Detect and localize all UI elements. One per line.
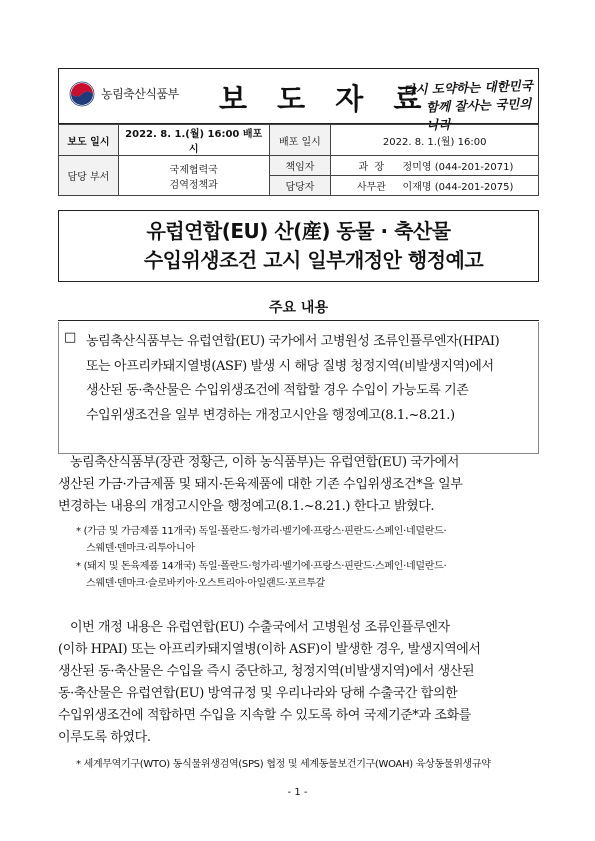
department-division: 검역정책과 bbox=[169, 179, 218, 191]
key-content-heading: 주요 내용 bbox=[269, 300, 328, 316]
footnote-poultry bbox=[76, 523, 546, 557]
headline-line-2: 수입위생조건 고시 일부개정안 행정예고 bbox=[143, 248, 484, 272]
department-bureau: 국제협력국 bbox=[169, 164, 218, 176]
paragraph-line: 농림축산식품부(장관 정황근, 이하 농식품부)는 유럽연합(EU) 국가에서 bbox=[70, 455, 459, 470]
footnote-line: * (가금 및 가금제품 11개국) 독일·폴란드·헝가리·벨기에·프랑스·핀란드·스페인·네덜란드· bbox=[76, 526, 447, 537]
square-bullet-icon: □ bbox=[64, 330, 77, 345]
footnote-pork bbox=[76, 558, 546, 592]
slogan-line-1: 다시 도약하는 대한민국 bbox=[403, 77, 534, 98]
body-paragraph-1 bbox=[58, 452, 539, 518]
footnote-line: 스웨덴·덴마크·슬로바키아·오스트리아·아일랜드·포르투갈 bbox=[86, 578, 326, 589]
key-content-line: 수입위생조건을 일부 변경하는 개정고시안을 행정예고(8.1.~8.21.) bbox=[86, 407, 455, 423]
release-info-table bbox=[58, 124, 539, 196]
department-label: 담당 부서 bbox=[59, 156, 119, 196]
key-content-line: 생산된 동·축산물은 수입위생조건에 적합할 경우 수입이 가능도록 기존 bbox=[86, 383, 469, 398]
press-release-title: 보 도 자 료 bbox=[219, 82, 432, 116]
paragraph-line: 이번 개정 내용은 유럽연합(EU) 수출국에서 고병원성 조류인플루엔자 bbox=[70, 620, 450, 635]
responsible-person-value bbox=[331, 156, 539, 176]
department-value bbox=[118, 156, 269, 196]
paragraph-line: 생산된 동·축산물은 수입을 즉시 중단하고, 청정지역(비발생지역)에서 생산된 bbox=[58, 664, 475, 679]
distribution-date-label: 배포 일시 bbox=[269, 125, 331, 156]
slogan-line-2: 함께 잘사는 국민의 나라 bbox=[425, 95, 532, 133]
key-content-divider bbox=[58, 320, 539, 321]
staff-label: 담당자 bbox=[269, 176, 331, 196]
distribution-date-value: 2022. 8. 1.(월) 16:00 bbox=[331, 125, 539, 156]
staff-value bbox=[331, 176, 539, 196]
responsible-person-title: 과 장 bbox=[358, 162, 385, 173]
footnote-line: 스웨덴·덴마크·리투아니아 bbox=[86, 543, 195, 554]
key-content-line: 농림축산식품부는 유럽연합(EU) 국가에서 고병원성 조류인플루엔자(HPAI) bbox=[86, 334, 500, 349]
headline-line-1: 유럽연합(EU) 산(産) 동물 · 축산물 bbox=[146, 219, 451, 243]
paragraph-line: 동·축산물은 유럽연합(EU) 방역규정 및 우리나라와 당해 수출국간 합의한 bbox=[58, 686, 458, 701]
staff-contact: 이재명 (044-201-2075) bbox=[402, 182, 514, 193]
paragraph-line: 수입위생조건에 적합하면 수입을 지속할 수 있도록 하여 국제기준*과 조화를 bbox=[58, 708, 471, 723]
responsible-person-contact: 정미영 (044-201-2071) bbox=[402, 162, 514, 173]
ministry-name: 농림축산식품부 bbox=[101, 87, 179, 101]
government-emblem-logo bbox=[69, 81, 95, 107]
paragraph-line: (이하 HPAI) 또는 아프리카돼지열병(이하 ASF)이 발생한 경우, 발생지역에서 bbox=[58, 642, 481, 657]
report-date-value: 2022. 8. 1.(월) 16:00 배포 시 bbox=[118, 125, 269, 156]
press-release-header bbox=[58, 68, 539, 133]
headline-box bbox=[58, 210, 539, 282]
paragraph-line: 생산된 가금·가금제품 및 돼지·돈육제품에 대한 기존 수입위생조건*을 일부 bbox=[58, 477, 463, 492]
footnote-international-standards: * 세계무역기구(WTO) 동식물위생검역(SPS) 협정 및 세계동물보건기구(WOAH) 육상동물위생규약 bbox=[76, 759, 491, 770]
responsible-person-label: 책임자 bbox=[269, 156, 331, 176]
report-date-label: 보도 일시 bbox=[59, 125, 119, 156]
key-content-text bbox=[86, 330, 534, 428]
staff-title: 사무관 bbox=[356, 182, 386, 193]
page-number: - 1 - bbox=[287, 787, 308, 798]
body-paragraph-2 bbox=[58, 617, 539, 749]
key-content-line: 또는 아프리카돼지열병(ASF) 발생 시 해당 질병 청정지역(비발생지역)에서 bbox=[86, 358, 494, 374]
paragraph-line: 이루도록 하였다. bbox=[58, 730, 151, 745]
paragraph-line: 변경하는 내용의 개정고시안을 행정예고(8.1.~8.21.) 한다고 밝혔다. bbox=[58, 499, 435, 514]
footnote-line: * (돼지 및 돈육제품 14개국) 독일·폴란드·헝가리·벨기에·프랑스·핀란드·스페인·네덜란드· bbox=[76, 561, 447, 572]
